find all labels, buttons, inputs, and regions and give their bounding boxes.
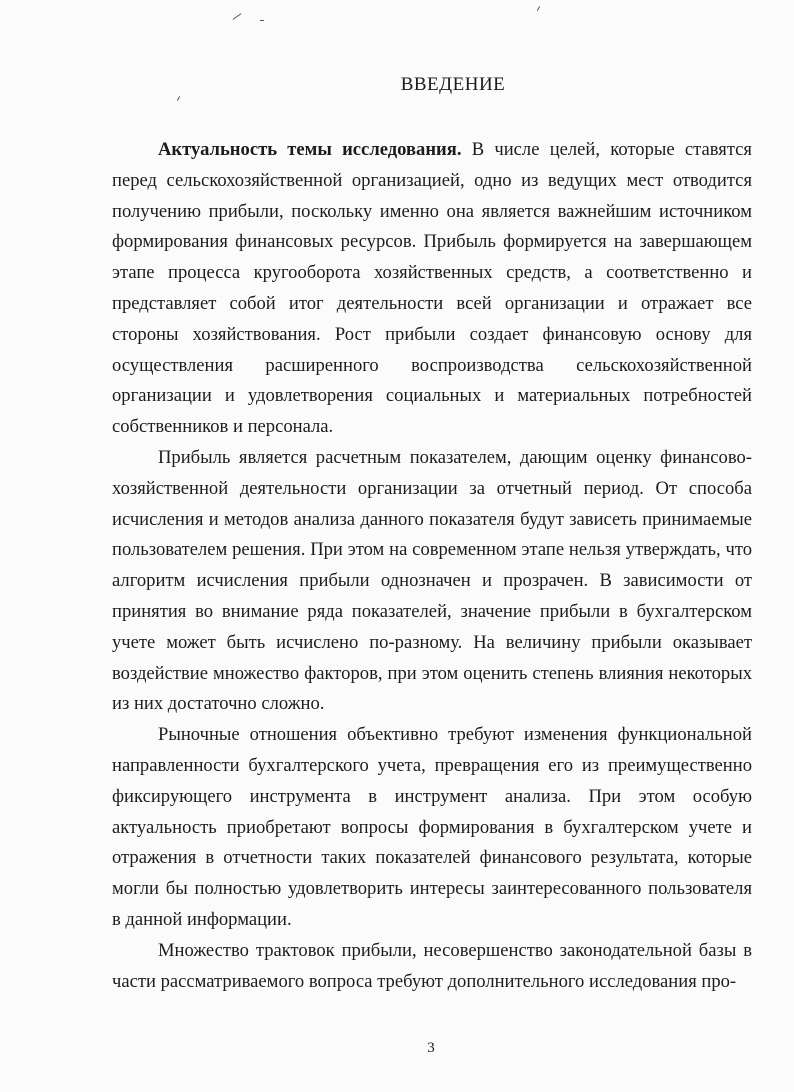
paragraph-1 bbox=[112, 135, 752, 443]
scan-mark bbox=[177, 96, 180, 101]
paragraph-3: Рыночные отношения объективно требуют изменения функциональной направленности бухгалтерского учета, превращения его из преимущественно фиксирующего инструмента в инструмент анализа. При этом особую актуальность приобретают вопросы формирования в бухгалтерском учете и отражения в отчетности таких показателей финансового результата, которые могли бы полностью удовлетворить интересы заинтересованного пользователя в данной информации. bbox=[112, 724, 752, 930]
section-heading: ВВЕДЕНИЕ bbox=[400, 74, 506, 95]
paragraph-lead: Актуальность темы исследования. bbox=[158, 139, 462, 160]
paragraph-text: В числе целей, которые ставятся перед сельскохозяйственной организацией, одно из ведущих мест отводится получению прибыли, поскольку именно она является важнейшим источником формирования финансовых ресурсов. Прибыль формируется на завершающем этапе процесса кругооборота хозяйственных средств, а соответственно и представляет собой итог деятельности всей организации и отражает все стороны хозяйствования. Рост прибыли создает финансовую основу для осуществления расширенного воспроизводства сельскохозяйственной организации и удовлетворения социальных и материальных потребностей собственников и персонала. bbox=[112, 139, 752, 438]
page-number: 3 bbox=[427, 1040, 435, 1056]
scan-mark bbox=[233, 13, 242, 20]
paragraph-4: Множество трактовок прибыли, несовершенство законодательной базы в части рассматриваемого вопроса требуют дополнительного исследования про- bbox=[112, 939, 752, 992]
scan-mark bbox=[260, 20, 264, 21]
document-body bbox=[112, 135, 752, 997]
paragraph-2: Прибыль является расчетным показателем, дающим оценку финансово-хозяйственной деятельности организации за отчетный период. От способа исчисления и методов анализа данного показателя будут зависеть принимаемые пользователем решения. При этом на современном этапе нельзя утверждать, что алгоритм исчисления прибыли однозначен и прозрачен. В зависимости от принятия во внимание ряда показателей, значение прибыли в бухгалтерском учете может быть исчислено по-разному. На величину прибыли оказывает воздействие множество факторов, при этом оценить степень влияния некоторых из них достаточно сложно. bbox=[112, 446, 752, 715]
scan-mark bbox=[537, 6, 540, 11]
